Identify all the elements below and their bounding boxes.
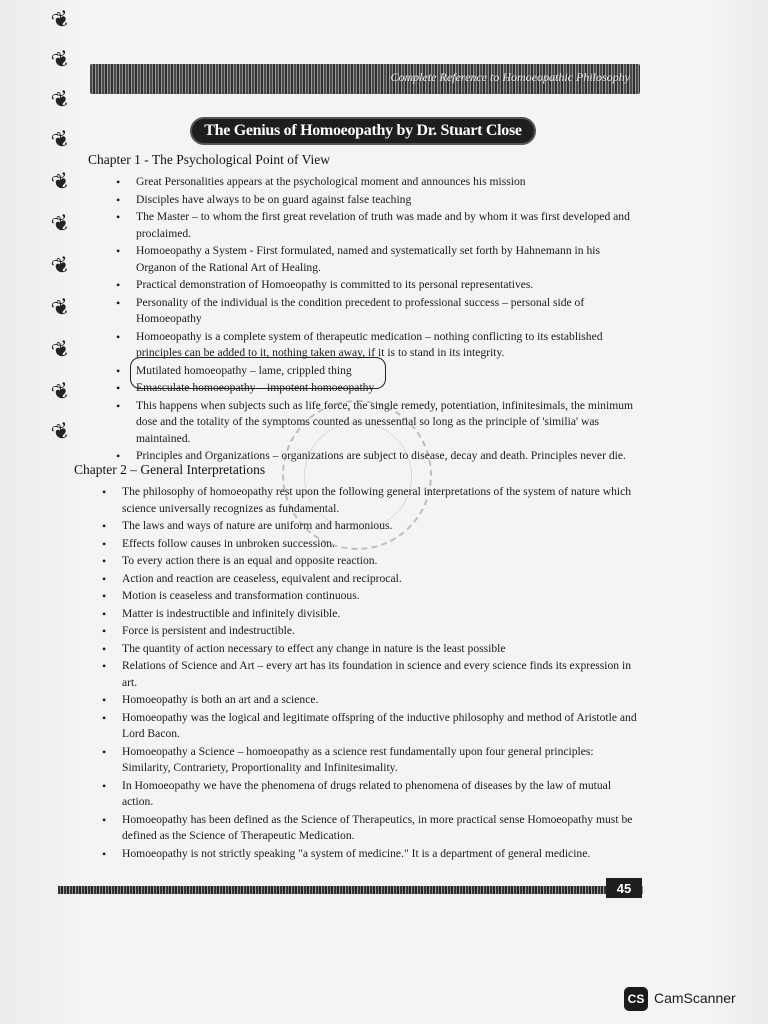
header-band-text: Complete Reference to Homoeopathic Philosophy xyxy=(390,70,630,84)
list-item: • Mutilated homoeopathy – lame, crippled thing xyxy=(112,363,642,380)
chapter-2-list xyxy=(98,484,644,863)
list-item: • Great Personalities appears at the psychological moment and announces his mission xyxy=(112,174,642,191)
list-item: • The laws and ways of nature are uniform and harmonious. xyxy=(98,518,644,535)
list-item: • Principles and Organizations – organizations are subject to disease, decay and death. Principles never die. xyxy=(112,448,642,465)
right-scan-shadow xyxy=(708,0,768,1024)
list-item: • Matter is indestructible and infinitely divisible. xyxy=(98,606,644,623)
list-item: • Homoeopathy is a complete system of therapeutic medication – nothing conflicting to its established principles can be added to it, nothing taken away, if it is to stand in its integrity. xyxy=(112,329,642,362)
list-item: • Homoeopathy has been defined as the Science of Therapeutics, in more practical sense Homoeopathy must be defined as the Science of Therapeutic Medication. xyxy=(98,812,644,845)
chapter-2-heading: Chapter 2 – General Interpretations xyxy=(74,462,266,477)
list-item: • The quantity of action necessary to effect any change in nature is the least possible xyxy=(98,641,644,658)
page-title: The Genius of Homoeopathy by Dr. Stuart Close xyxy=(204,122,522,139)
list-item: • Effects follow causes in unbroken succession. xyxy=(98,536,644,553)
list-item: • Homoeopathy was the logical and legitimate offspring of the inductive philosophy and method of Aristotle and Lord Bacon. xyxy=(98,710,644,743)
list-item: • Homoeopathy a Science – homoeopathy as a science rest fundamentally upon four general principles: Similarity, Contrariety, Proportionality and Infinitesimality. xyxy=(98,744,644,777)
list-item: • This happens when subjects such as life force, the single remedy, potentiation, infinitesimals, the minimum dose and the totality of the symptoms counted as unessential so long as the principle of 'similia' was maintained. xyxy=(112,398,642,448)
list-item: • Action and reaction are ceaseless, equivalent and reciprocal. xyxy=(98,571,644,588)
list-item: • Homoeopathy a System - First formulated, named and systematically set forth by Hahnemann in his Organon of the Rational Art of Healing. xyxy=(112,243,642,276)
header-decorative-band xyxy=(90,64,640,94)
list-item: • Emasculate homoeopathy – impotent homoeopathy xyxy=(112,380,642,397)
list-item: • Practical demonstration of Homoeopathy is committed to its personal representatives. xyxy=(112,277,642,294)
binding-hole-marks: ❦ ❦ ❦ ❦ ❦ ❦ ❦ ❦ ❦ ❦ ❦ xyxy=(48,5,75,448)
list-item: • Personality of the individual is the condition precedent to professional success – personal side of Homoeopathy xyxy=(112,295,642,328)
camscanner-logo-icon: CS xyxy=(624,987,648,1011)
footer-decorative-band xyxy=(58,886,643,894)
list-item: • The philosophy of homoeopathy rest upon the following general interpretations of the system of nature which science universally recognizes as fundamental. xyxy=(98,484,644,517)
list-item: • Force is persistent and indestructible. xyxy=(98,623,644,640)
list-item: • Homoeopathy is both an art and a science. xyxy=(98,692,644,709)
page-number: 45 xyxy=(606,878,642,898)
handwritten-circle-annotation xyxy=(130,357,386,389)
list-item: • Relations of Science and Art – every art has its foundation in science and every science finds its expression in art. xyxy=(98,658,644,691)
camscanner-watermark: CamScanner xyxy=(654,990,736,1006)
list-item: • Disciples have always to be on guard against false teaching xyxy=(112,192,642,209)
left-scan-shadow xyxy=(0,0,88,1024)
chapter-1-heading: Chapter 1 - The Psychological Point of View xyxy=(88,152,331,167)
list-item: • In Homoeopathy we have the phenomena of drugs related to phenomena of diseases by the law of mutual action. xyxy=(98,778,644,811)
list-item: • To every action there is an equal and opposite reaction. xyxy=(98,553,644,570)
list-item: • Motion is ceaseless and transformation continuous. xyxy=(98,588,644,605)
list-item: • The Master – to whom the first great revelation of truth was made and by whom it was first developed and proclaimed. xyxy=(112,209,642,242)
title-banner xyxy=(190,117,536,145)
list-item: • Homoeopathy is not strictly speaking "a system of medicine." It is a department of general medicine. xyxy=(98,846,644,863)
